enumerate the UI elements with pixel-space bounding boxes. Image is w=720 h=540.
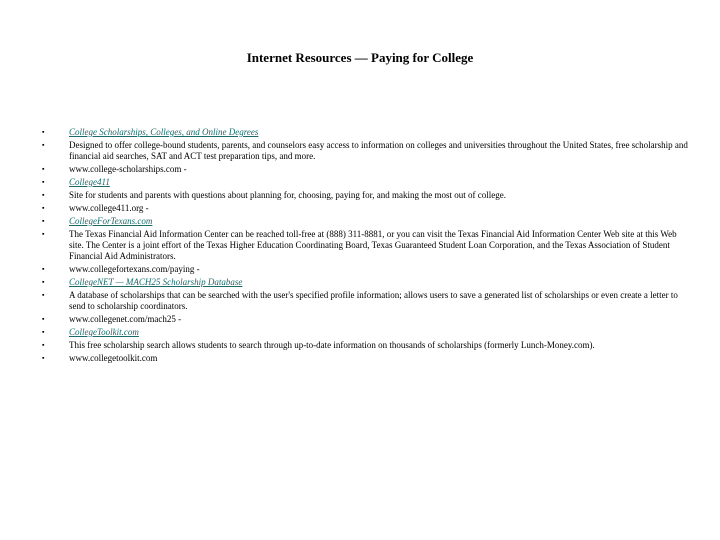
- item-text: www.collegenet.com/mach25 -: [69, 314, 182, 324]
- resource-link[interactable]: CollegeToolkit.com: [69, 327, 139, 337]
- item-text: Designed to offer college-bound students, parents, and counselors easy access to information on colleges and universities throughout the United States, free scholarship and financial aid searches, SAT and ACT test preparation tips, and more.: [69, 140, 688, 161]
- bullet-icon: ▪: [42, 265, 45, 273]
- item-text: The Texas Financial Aid Information Center can be reached toll-free at (888) 311-8881, or you can visit the Texas Financial Aid Information Center Web site at this Web site. The Center is a joint effort of the Texas Higher Education Coordinating Board, Texas Guaranteed Student Loan Corporation, and the Texas Association of Student Financial Aid Administrators.: [69, 229, 677, 261]
- bullet-icon: ▪: [42, 128, 45, 136]
- list-item: [42, 164, 692, 175]
- list-item: [42, 340, 692, 351]
- resource-link[interactable]: College411: [69, 177, 110, 187]
- list-item: [42, 229, 692, 262]
- list-item: [42, 314, 692, 325]
- item-text: www.college411.org -: [69, 203, 149, 213]
- resource-list: [42, 127, 692, 366]
- list-item: [42, 264, 692, 275]
- list-item: [42, 140, 692, 162]
- resource-link-item: [42, 127, 692, 138]
- item-text: This free scholarship search allows students to search through up-to-date information on thousands of scholarships (formerly Lunch-Money.com).: [69, 340, 595, 350]
- resource-link-item: [42, 216, 692, 227]
- resource-link[interactable]: College Scholarships, Colleges, and Online Degrees: [69, 127, 259, 137]
- item-text: A database of scholarships that can be searched with the user's specified profile information; allows users to save a generated list of scholarships or even create a letter to send to scholarship coordinators.: [69, 290, 678, 311]
- list-item: [42, 290, 692, 312]
- bullet-icon: ▪: [42, 291, 45, 299]
- bullet-icon: ▪: [42, 354, 45, 362]
- list-item: [42, 353, 692, 364]
- bullet-icon: ▪: [42, 328, 45, 336]
- list-item: [42, 203, 692, 214]
- bullet-icon: ▪: [42, 178, 45, 186]
- bullet-icon: ▪: [42, 230, 45, 238]
- resource-link-item: [42, 277, 692, 288]
- bullet-icon: ▪: [42, 278, 45, 286]
- bullet-icon: ▪: [42, 141, 45, 149]
- bullet-icon: ▪: [42, 191, 45, 199]
- bullet-icon: ▪: [42, 341, 45, 349]
- item-text: Site for students and parents with questions about planning for, choosing, paying for, and making the most out of college.: [69, 190, 506, 200]
- bullet-icon: ▪: [42, 315, 45, 323]
- resource-link[interactable]: CollegeNET — MACH25 Scholarship Database: [69, 277, 243, 287]
- resource-link-item: [42, 327, 692, 338]
- list-item: [42, 190, 692, 201]
- bullet-icon: ▪: [42, 217, 45, 225]
- bullet-icon: ▪: [42, 165, 45, 173]
- bullet-icon: ▪: [42, 204, 45, 212]
- page-title: Internet Resources — Paying for College: [246, 50, 474, 65]
- resource-link[interactable]: CollegeForTexans.com: [69, 216, 153, 226]
- resource-link-item: [42, 177, 692, 188]
- item-text: www.collegefortexans.com/paying -: [69, 264, 200, 274]
- item-text: www.collegetoolkit.com: [69, 353, 158, 363]
- item-text: www.college-scholarships.com -: [69, 164, 187, 174]
